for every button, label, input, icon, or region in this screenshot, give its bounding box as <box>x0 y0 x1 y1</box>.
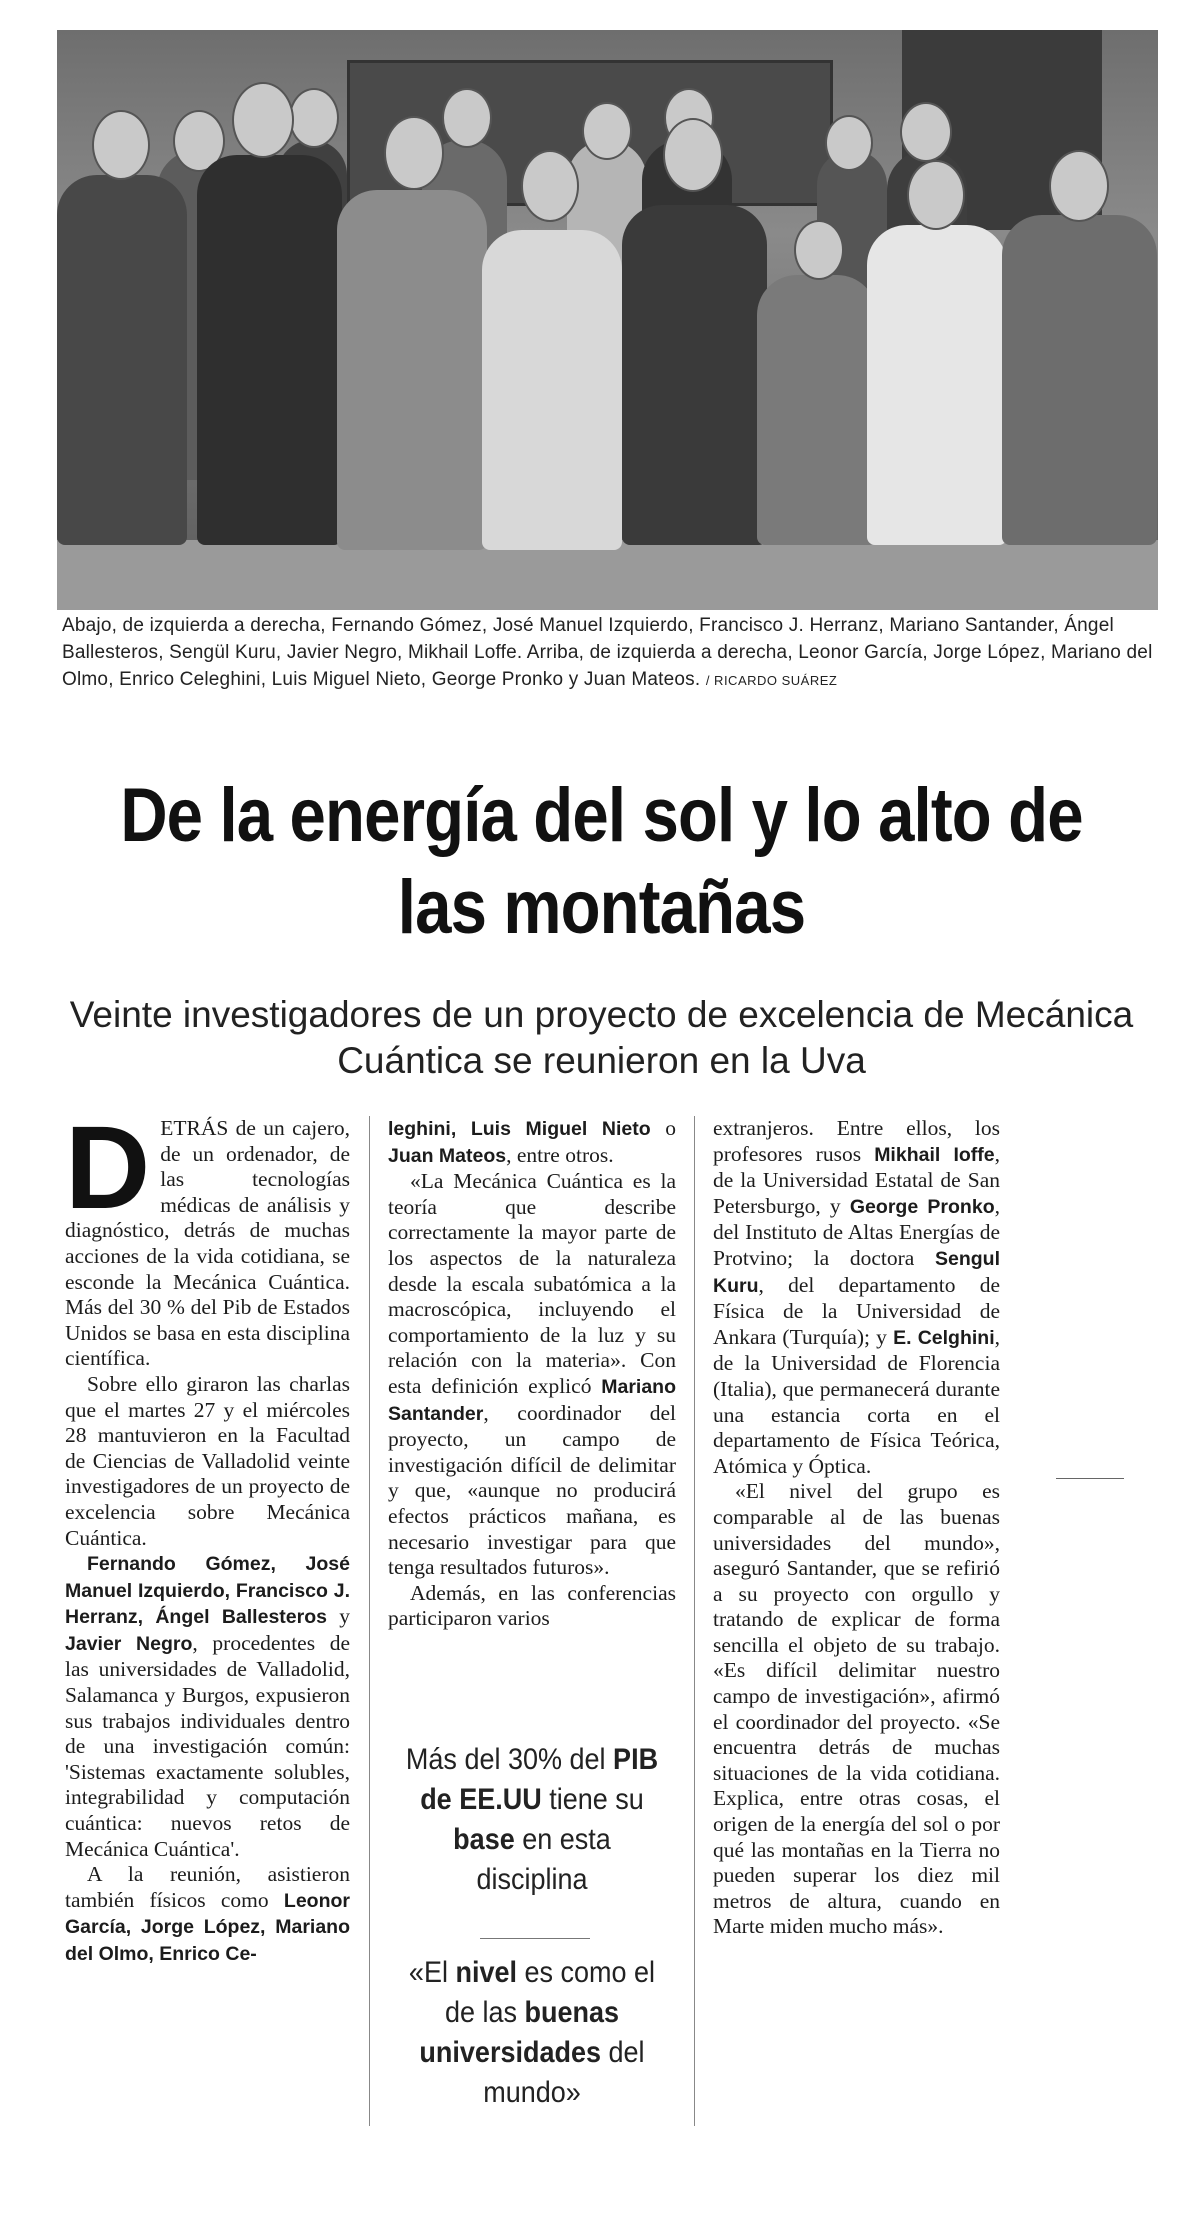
names-bold: Fernando Gómez, José Manuel Izquierdo, Francisco J. Herranz, Ángel Ballesteros <box>65 1553 350 1629</box>
quote-text: es como el de las <box>444 1956 656 2029</box>
photo-person-head <box>900 102 952 162</box>
photo-person-head <box>442 88 492 148</box>
conjunction: o <box>650 1116 676 1140</box>
paragraph-text: A la reunión, asistieron también físicos como <box>65 1862 350 1912</box>
caption-text: Abajo, de izquierda a derecha, Fernando Gómez, José Manuel Izquierdo, Francisco J. Herranz, Mariano Santander, Ángel Ballesteros, Sengül Kuru, Javier Negro, Mikhail Loffe. Arriba, de izquierda a derecha, Leonor García, Jorge López, Mariano del Olmo, Enrico Celeghini, Luis Miguel Nieto, George Pronko y Juan Mateos. <box>62 615 1153 690</box>
photo-person-head <box>794 220 844 280</box>
photo-floor <box>57 540 1158 610</box>
pull-quote-2 <box>402 1953 661 2113</box>
name-bold: George Pronko <box>849 1195 995 1218</box>
article-column-2 <box>388 1116 676 1632</box>
quote-text: tiene su <box>541 1783 644 1816</box>
name-bold: E. Celghini <box>893 1326 995 1349</box>
photo-person-head <box>289 88 339 148</box>
names-bold: Leonor García, Jorge López, Mariano del Olmo, Enrico Ce- <box>65 1889 350 1965</box>
quote-bold: PIB de EE.UU <box>420 1743 659 1816</box>
paragraph: Además, en las conferencias participaron varios <box>388 1580 676 1631</box>
photo-person-head <box>582 102 632 160</box>
margin-mark <box>1056 1478 1124 1479</box>
photo-caption <box>62 612 1162 694</box>
name-bold: Juan Mateos <box>388 1144 507 1167</box>
photo-person <box>757 275 877 545</box>
pull-quote-1 <box>402 1740 661 1900</box>
name-bold: Mikhail Ioffe <box>874 1143 995 1166</box>
paragraph-text: , de la Universidad Estatal de San Petersburgo, y <box>713 1141 1000 1218</box>
photo-person <box>337 190 487 550</box>
paragraph-text: , coordinador del proyecto, un campo de investigación difícil de delimitar y que, «aunque no producirá efectos prácticos mañana, es necesario investigar para que tenga resultados futuros». <box>388 1400 676 1580</box>
paragraph <box>65 1551 350 1862</box>
paragraph <box>713 1116 1000 1479</box>
quote-divider <box>480 1938 590 1939</box>
quote-bold: nivel <box>455 1956 517 1989</box>
name-bold: Sengul Kuru <box>713 1247 1000 1297</box>
photo-person-head <box>92 110 150 180</box>
photo-person <box>622 205 767 545</box>
name-bold: Mariano Santander <box>388 1375 676 1425</box>
paragraph <box>388 1169 676 1581</box>
paragraph: Sobre ello giraron las charlas que el martes 27 y el miércoles 28 mantuvieron en la Facultad de Ciencias de Valladolid veinte investigadores de un proyecto de excelencia sobre Mecánica Cuántica. <box>65 1371 350 1550</box>
paragraph-text: ETRÁS de un cajero, de un ordenador, de las tecnologías médicas de análisis y diagnóstico, detrás de muchas acciones de la vida cotidiana, se esconde la Mecánica Cuántica. Más del 30 % del Pib de Estados Unidos se basa en esta disciplina científica. <box>65 1116 350 1371</box>
conjunction: y <box>326 1604 351 1629</box>
photo-person-head <box>825 115 873 171</box>
photo-person <box>867 225 1007 545</box>
photo-person <box>57 175 187 545</box>
subtitle: Veinte investigadores de un proyecto de excelencia de Mecánica Cuántica se reunieron en la Uva <box>69 994 1134 1081</box>
quote-text: Más del 30% del <box>405 1743 614 1776</box>
photo-person-head <box>907 160 965 230</box>
paragraph <box>65 1102 350 1372</box>
paragraph-text: , procedentes de las universidades de Valladolid, Salamanca y Burgos, expusieron sus trabajos individuales dentro de una investigación común: 'Sistemas exactamente solubles, integrabilidad y computación cuántica: nuevos retos de Mecánica Cuántica'. <box>65 1630 350 1861</box>
quote-text: en esta disciplina <box>476 1823 611 1896</box>
photo-credit: / RICARDO SUÁREZ <box>705 673 838 688</box>
photo-person <box>1002 215 1157 545</box>
photo-person-head <box>521 150 579 222</box>
paragraph-text: «La Mecánica Cuántica es la teoría que describe correctamente la mayor parte de los aspectos de la naturaleza desde la escala subatómica a la macroscópica, incluyendo el comportamiento de la luz y su relación con la materia». Con esta definición explicó <box>388 1169 676 1398</box>
paragraph: «El nivel del grupo es comparable al de las buenas universidades del mundo», aseguró Santander, que se refirió a su proyecto con orgullo y tratando de explicar de forma sencilla el objeto de su trabajo. «Es difícil delimitar nuestro campo de investigación», afirmó el coordinador del proyecto. «Se encuentra detrás de muchas situaciones de la vida cotidiana. Explica, entre otras cosas, el origen de la energía del sol o por qué las montañas en la Tierra no pueden superar los diez mil metros de altura, cuando en Marte miden mucho más». <box>713 1479 1000 1939</box>
paragraph <box>65 1862 350 1967</box>
article-column-3 <box>713 1116 1000 1940</box>
headline: De la energía del sol y lo alto de las montañas <box>120 773 1083 950</box>
photo-person <box>197 155 342 545</box>
quote-bold: buenas universidades <box>419 1996 620 2069</box>
quote-text: «El <box>408 1956 456 1989</box>
group-photo <box>57 30 1158 610</box>
photo-person <box>482 230 622 550</box>
name-bold: Javier Negro <box>65 1632 193 1655</box>
paragraph-text: , entre otros. <box>506 1142 614 1167</box>
names-bold: leghini, Luis Miguel Nieto <box>388 1118 651 1140</box>
drop-cap: D <box>65 1102 151 1234</box>
photo-person-head <box>1049 150 1109 222</box>
column-rule <box>369 1116 370 2126</box>
quote-text: del mundo» <box>483 2036 645 2109</box>
paragraph <box>388 1116 676 1169</box>
photo-person-head <box>384 116 444 190</box>
photo-person-head <box>663 118 723 192</box>
paragraph-text: , de la Universidad de Florencia (Italia), que permanecerá durante una estancia corta en el departamento de Física Teórica, Atómica y Óptica. <box>713 1324 1000 1478</box>
paragraph-text: , del departamento de Física de la Universidad de Ankara (Turquía); y <box>713 1272 1000 1349</box>
quote-bold: base <box>453 1823 515 1856</box>
paragraph-text: extranjeros. Entre ellos, los profesores rusos <box>713 1116 1000 1166</box>
column-rule <box>694 1116 695 2126</box>
article-column-1 <box>65 1102 351 1968</box>
paragraph-text: , del Instituto de Altas Energías de Protvino; la doctora <box>713 1193 1000 1270</box>
photo-person-head <box>232 82 294 158</box>
